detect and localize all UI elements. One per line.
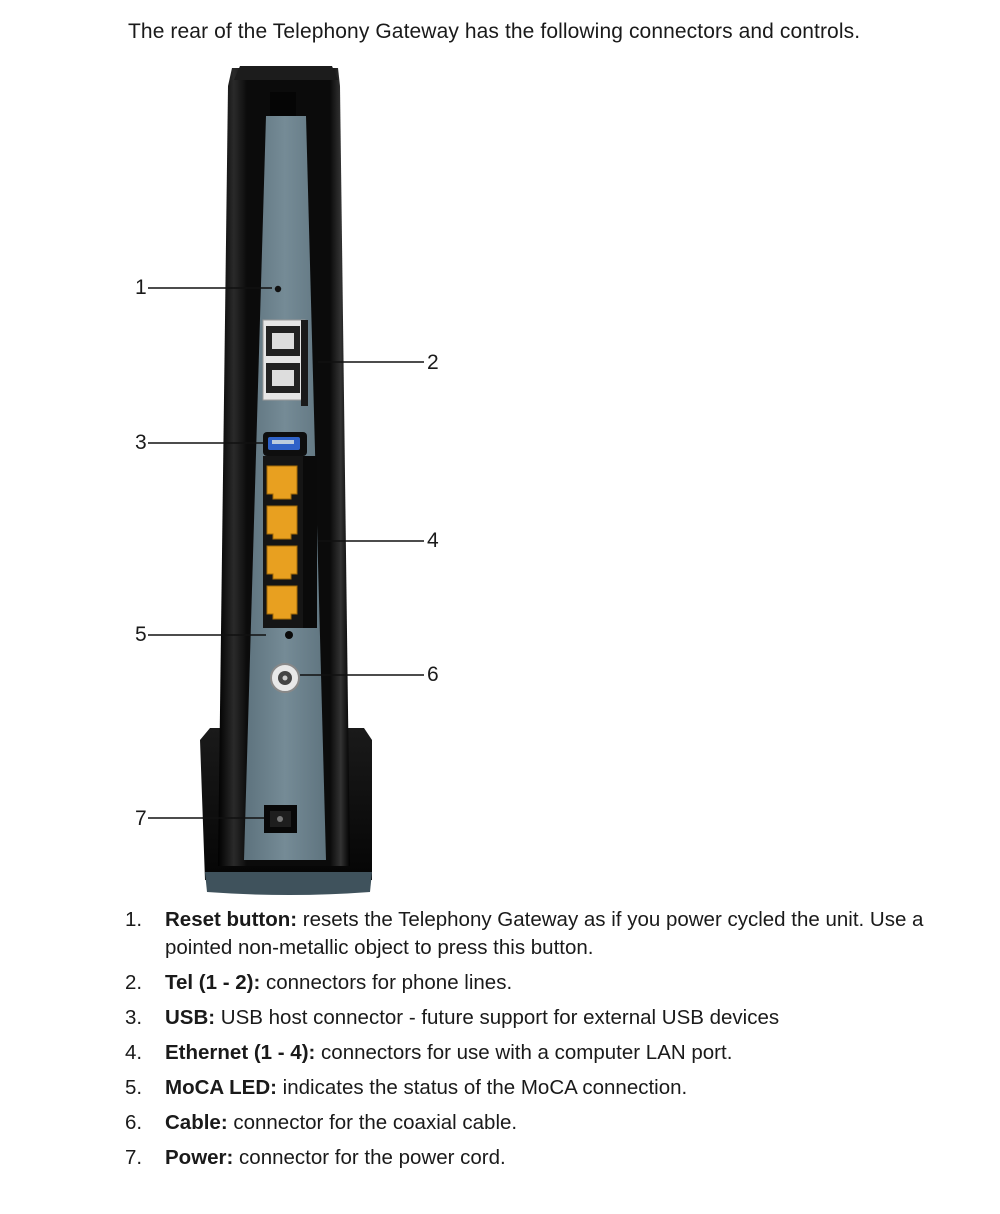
item-number: 5. [125,1076,143,1099]
list-item [125,1074,975,1102]
callout-5: 5 [135,623,147,646]
reset-button[interactable] [275,286,281,292]
item-term: Reset button: [165,908,298,931]
item-number: 2. [125,971,143,994]
list-item [125,1109,975,1137]
item-term: Power: [165,1146,234,1169]
list-item [125,906,975,962]
item-description: connectors for phone lines. [260,971,513,994]
callout-1: 1 [135,276,147,299]
tel-ports [263,320,308,406]
item-description: connector for the power cord. [233,1146,506,1169]
callout-7: 7 [135,807,147,830]
item-term: Ethernet (1 - 4): [165,1041,316,1064]
list-item [125,969,975,997]
item-number: 3. [125,1006,143,1029]
item-term: USB: [165,1006,216,1029]
item-description: USB host connector - future support for external USB devices [215,1006,780,1029]
item-term: Cable: [165,1111,228,1134]
list-item [125,1004,975,1032]
item-term: MoCA LED: [165,1076,277,1099]
callout-2: 2 [427,351,439,374]
item-number: 4. [125,1041,143,1064]
ethernet-ports [263,456,317,628]
item-term: Tel (1 - 2): [165,971,261,994]
usb-port[interactable] [263,432,307,456]
item-description: connector for the coaxial cable. [227,1111,518,1134]
item-number: 1. [125,908,143,931]
item-description: connectors for use with a computer LAN port. [315,1041,733,1064]
list-item [125,1144,975,1172]
callout-6: 6 [427,663,439,686]
callout-4: 4 [427,529,439,552]
moca-led [285,631,293,639]
item-number: 6. [125,1111,143,1134]
item-description: indicates the status of the MoCA connection. [276,1076,688,1099]
list-item [125,1039,975,1067]
connector-list [125,906,975,1179]
item-number: 7. [125,1146,143,1169]
callout-3: 3 [135,431,147,454]
intro-text: The rear of the Telephony Gateway has the following connectors and controls. [128,20,861,43]
item-description: resets the Telephony Gateway as if you power cycled the unit. Use a pointed non-metallic object to press this button. [165,908,924,959]
coax-connector[interactable] [271,664,299,692]
power-jack[interactable] [264,805,297,833]
